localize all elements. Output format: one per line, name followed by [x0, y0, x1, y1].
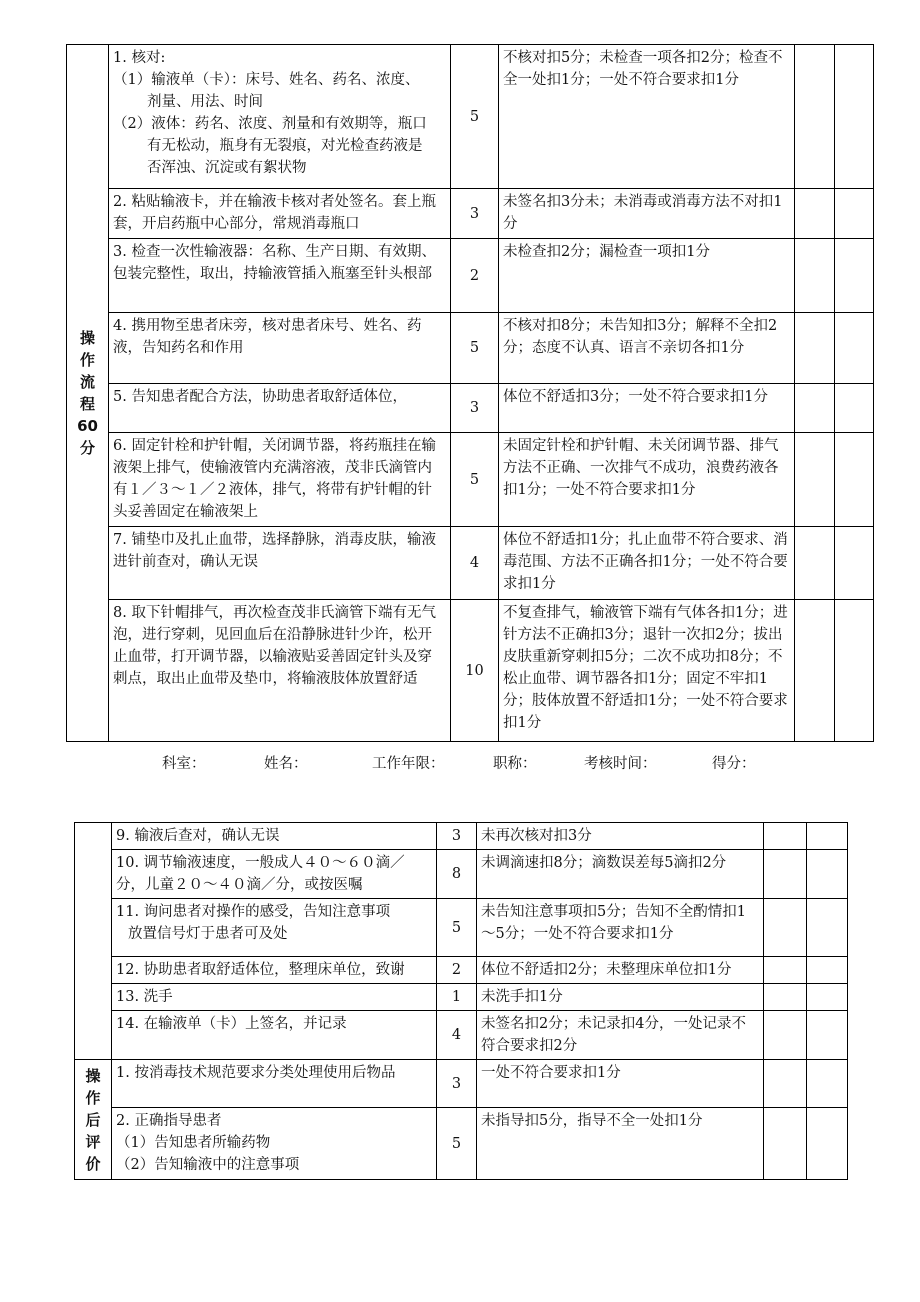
score-cell: 5 [437, 899, 477, 957]
score-cell: 5 [437, 1108, 477, 1180]
section-label-cell [75, 823, 112, 1060]
step-cell [109, 45, 451, 189]
blank-cell [764, 899, 807, 957]
title-label: 职称： [493, 756, 537, 772]
score-cell: 10 [451, 600, 499, 742]
name-label: 姓名： [264, 756, 308, 772]
step-text: 12. 协助患者取舒适体位，整理床单位，致谢 [116, 962, 405, 978]
blank-cell [764, 957, 807, 984]
step-text: 7. 铺垫巾及扎止血带，选择静脉，消毒皮肤，输液进针前查对，确认无误 [113, 532, 436, 570]
blank-cell [835, 384, 874, 433]
score-cell: 3 [437, 1060, 477, 1108]
step-cell [112, 899, 437, 957]
score-cell: 4 [437, 1011, 477, 1060]
blank-cell [835, 239, 874, 313]
examinee-info-row [66, 752, 873, 774]
deduction-cell: 一处不符合要求扣1分 [477, 1060, 764, 1108]
table-row [75, 957, 848, 984]
table-row [67, 527, 874, 600]
score-cell: 3 [437, 823, 477, 850]
step-cell [109, 239, 451, 313]
score-cell: 3 [451, 384, 499, 433]
blank-cell [795, 239, 835, 313]
table-row [67, 433, 874, 527]
blank-cell [835, 433, 874, 527]
section-label-char: 操 [85, 1066, 101, 1085]
blank-cell [835, 45, 874, 189]
scoring-table-page1 [66, 44, 874, 742]
step-cell [109, 384, 451, 433]
step-text: 9. 输液后查对，确认无误 [116, 828, 280, 844]
step-cell [112, 823, 437, 850]
table-row [67, 313, 874, 384]
blank-cell [807, 850, 848, 899]
table-row [67, 600, 874, 742]
blank-cell [835, 313, 874, 384]
step-cell [109, 433, 451, 527]
section-label-char: 分 [79, 439, 95, 457]
step-text: 2. 正确指导患者 [116, 1113, 222, 1129]
table-row [67, 189, 874, 239]
step-text: （1）输液单（卡）：床号、姓名、药名、浓度、 [113, 72, 420, 88]
score-cell: 8 [437, 850, 477, 899]
step-text: 14. 在输液单（卡）上签名，并记录 [116, 1016, 347, 1032]
score-cell: 2 [451, 239, 499, 313]
score-cell: 1 [437, 984, 477, 1011]
section-label-char: 作 [85, 1088, 101, 1107]
step-text: 13. 洗手 [116, 989, 173, 1005]
step-text: 10. 调节输液速度，一般成人４０～６０滴／分，儿童２０～４０滴／分，或按医嘱 [116, 855, 405, 893]
blank-cell [764, 850, 807, 899]
blank-cell [807, 984, 848, 1011]
score-cell: 5 [451, 433, 499, 527]
table-row [67, 239, 874, 313]
step-cell [112, 957, 437, 984]
blank-cell [807, 1108, 848, 1180]
deduction-cell: 未签名扣3分未；未消毒或消毒方法不对扣1分 [499, 189, 795, 239]
section-label-char: 程 [79, 395, 95, 413]
table-row [75, 984, 848, 1011]
step-text: 剂量、用法、时间 [147, 94, 263, 110]
section-label-char: 操 [79, 329, 95, 347]
department-label: 科室： [162, 756, 206, 772]
blank-cell [795, 384, 835, 433]
section-label-char: 60 [77, 417, 98, 435]
blank-cell [795, 189, 835, 239]
deduction-cell: 未洗手扣1分 [477, 984, 764, 1011]
blank-cell [764, 1011, 807, 1060]
blank-cell [835, 527, 874, 600]
deduction-cell: 未固定针栓和护针帽、未关闭调节器、排气方法不正确、一次排气不成功，浪费药液各扣1分；一处不符合要求扣1分 [499, 433, 795, 527]
step-text: 2. 粘贴输液卡，并在输液卡核对者处签名。套上瓶套，开启药瓶中心部分，常规消毒瓶口 [113, 194, 436, 232]
section-label-char: 评 [85, 1132, 101, 1151]
section-label-char: 后 [85, 1110, 101, 1129]
section-label-char: 价 [85, 1154, 101, 1173]
scoring-table-page2 [74, 822, 848, 1180]
blank-cell [835, 600, 874, 742]
step-text: 3. 检查一次性输液器：名称、生产日期、有效期、包装完整性，取出，持输液管插入瓶塞至针头根部 [113, 244, 436, 282]
deduction-cell: 未签名扣2分；未记录扣4分，一处记录不符合要求扣2分 [477, 1011, 764, 1060]
score-label: 得分： [712, 756, 756, 772]
blank-cell [795, 45, 835, 189]
table-row [67, 384, 874, 433]
table-row [75, 1108, 848, 1180]
deduction-cell: 不核对扣8分；未告知扣3分；解释不全扣2分；态度不认真、语言不亲切各扣1分 [499, 313, 795, 384]
blank-cell [764, 984, 807, 1011]
section-label-cell [75, 1060, 112, 1180]
deduction-cell: 未再次核对扣3分 [477, 823, 764, 850]
section-label-char: 流 [79, 373, 95, 391]
step-text: 否浑浊、沉淀或有絮状物 [147, 160, 307, 176]
blank-cell [764, 1108, 807, 1180]
score-cell: 4 [451, 527, 499, 600]
step-cell [112, 984, 437, 1011]
step-text: 5. 告知患者配合方法，协助患者取舒适体位， [113, 389, 407, 405]
score-cell: 5 [451, 45, 499, 189]
deduction-cell: 未调滴速扣8分；滴数误差每5滴扣2分 [477, 850, 764, 899]
deduction-cell: 未检查扣2分；漏检查一项扣1分 [499, 239, 795, 313]
step-cell [112, 1011, 437, 1060]
deduction-cell: 体位不舒适扣1分；扎止血带不符合要求、消毒范围、方法不正确各扣1分；一处不符合要求扣1分 [499, 527, 795, 600]
blank-cell [835, 189, 874, 239]
table-row [75, 850, 848, 899]
table-row [75, 1011, 848, 1060]
blank-cell [764, 1060, 807, 1108]
deduction-cell: 体位不舒适扣2分；未整理床单位扣1分 [477, 957, 764, 984]
step-cell [112, 850, 437, 899]
blank-cell [807, 1060, 848, 1108]
step-text: 有无松动，瓶身有无裂痕，对光检查药液是 [147, 138, 423, 154]
deduction-cell: 不复查排气，输液管下端有气体各扣1分；进针方法不正确扣3分；退针一次扣2分；拔出皮肤重新穿刺扣5分；二次不成功扣8分；不松止血带、调节器各扣1分；固定不牢扣1分；肢体放置不舒适扣1分；一处不符合要求扣1分 [499, 600, 795, 742]
blank-cell [795, 433, 835, 527]
step-text: 放置信号灯于患者可及处 [128, 926, 288, 942]
blank-cell [795, 600, 835, 742]
work-years-label: 工作年限： [372, 756, 445, 772]
step-text: （2）告知输液中的注意事项 [116, 1157, 300, 1173]
table-row [75, 1060, 848, 1108]
step-cell [109, 313, 451, 384]
score-cell: 5 [451, 313, 499, 384]
score-cell: 3 [451, 189, 499, 239]
step-cell [109, 600, 451, 742]
step-text: 4. 携用物至患者床旁，核对患者床号、姓名、药液，告知药名和作用 [113, 318, 422, 356]
blank-cell [764, 823, 807, 850]
blank-cell [807, 899, 848, 957]
table-row [67, 45, 874, 189]
step-cell [109, 189, 451, 239]
step-cell [112, 1108, 437, 1180]
deduction-cell: 未告知注意事项扣5分；告知不全酌情扣1～5分；一处不符合要求扣1分 [477, 899, 764, 957]
deduction-cell: 未指导扣5分，指导不全一处扣1分 [477, 1108, 764, 1180]
step-text: 11. 询问患者对操作的感受，告知注意事项 [116, 904, 391, 920]
blank-cell [807, 1011, 848, 1060]
step-text: 6. 固定针栓和护针帽，关闭调节器，将药瓶挂在输液架上排气，使输液管内充满溶液，茂非氏滴管内有１／３～１／２液体，排气，将带有护针帽的针头妥善固定在输液架上 [113, 438, 436, 520]
score-cell: 2 [437, 957, 477, 984]
step-text: 1. 按消毒技术规范要求分类处理使用后物品 [116, 1065, 396, 1081]
blank-cell [795, 527, 835, 600]
blank-cell [795, 313, 835, 384]
deduction-cell: 体位不舒适扣3分；一处不符合要求扣1分 [499, 384, 795, 433]
step-cell [109, 527, 451, 600]
blank-cell [807, 823, 848, 850]
exam-time-label: 考核时间： [584, 756, 657, 772]
blank-cell [807, 957, 848, 984]
step-cell [112, 1060, 437, 1108]
section-label-char: 作 [79, 351, 95, 369]
step-text: （1）告知患者所输药物 [116, 1135, 271, 1151]
step-text: （2）液体：药名、浓度、剂量和有效期等，瓶口 [113, 116, 427, 132]
table-row [75, 823, 848, 850]
step-text: 1. 核对: [113, 50, 166, 66]
deduction-cell: 不核对扣5分；未检查一项各扣2分；检查不全一处扣1分；一处不符合要求扣1分 [499, 45, 795, 189]
step-text: 8. 取下针帽排气，再次检查茂非氏滴管下端有无气泡，进行穿刺，见回血后在沿静脉进针少许，松开止血带，打开调节器，以输液贴妥善固定针头及穿刺点，取出止血带及垫巾，将输液肢体放置舒适 [113, 605, 436, 687]
section-label-cell [67, 45, 109, 742]
table-row [75, 899, 848, 957]
